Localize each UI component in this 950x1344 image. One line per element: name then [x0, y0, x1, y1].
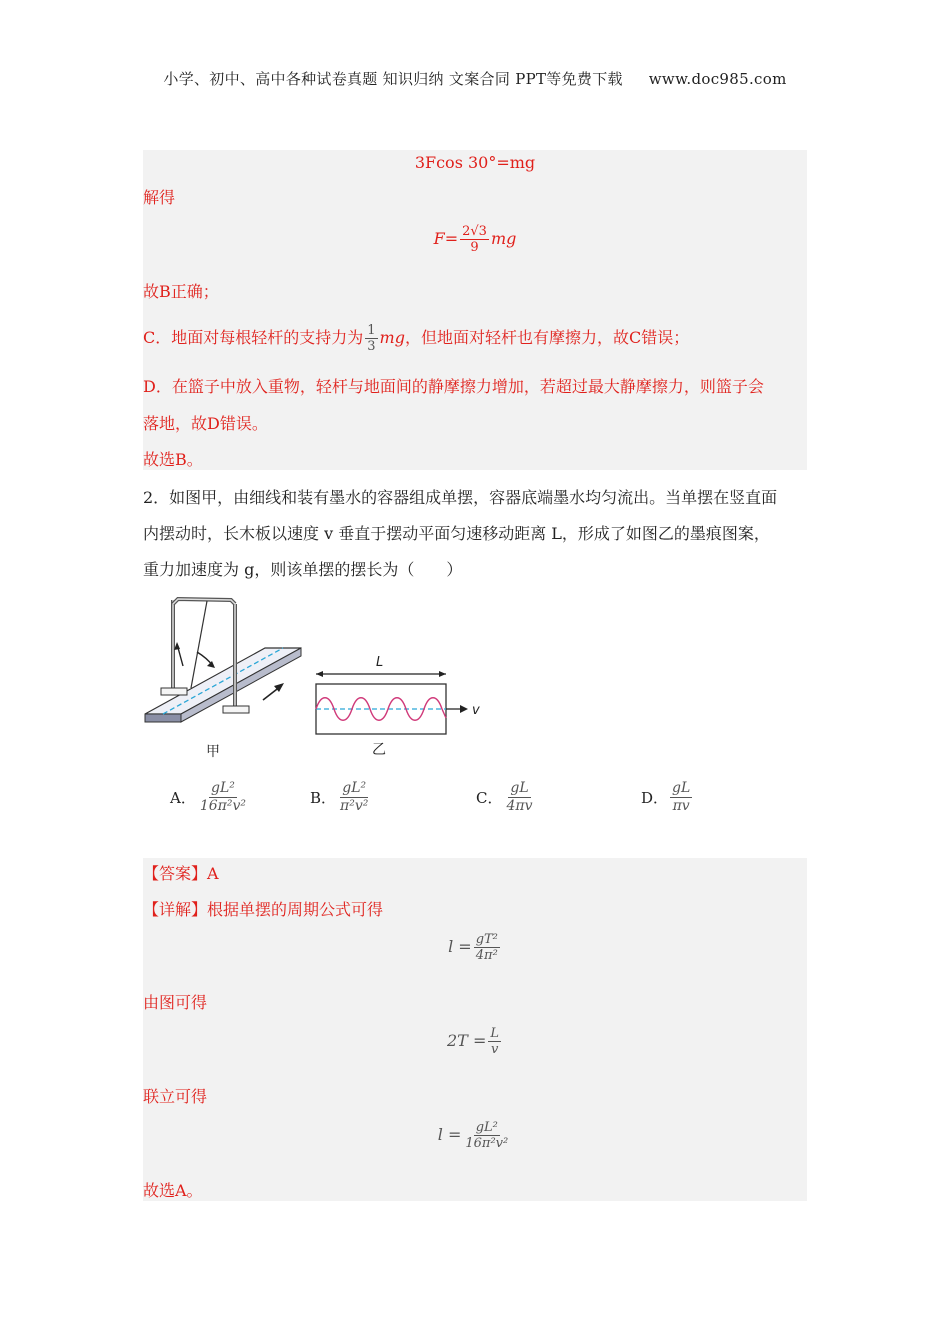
text-answer: 【答案】A [143, 864, 219, 883]
option-b-label: B． [310, 789, 337, 807]
pendulum-string [191, 601, 207, 688]
eq3-lhs: l = [437, 1125, 462, 1144]
equation-force-balance: 3Fcos 30°=mg [414, 153, 536, 172]
equation-length [143, 1120, 807, 1151]
eq1-den: 4π² [475, 948, 498, 963]
option-a-num: gL² [210, 780, 235, 796]
option-a[interactable] [170, 780, 250, 815]
label-jia: 甲 [206, 744, 220, 760]
text-detail [143, 900, 383, 920]
frame-base-right [223, 706, 249, 713]
option-d-fraction [670, 780, 692, 815]
f-fraction [460, 224, 489, 255]
header-text: 小学、初中、高中各种试卷真题 知识归纳 文案合同 PPT等免费下载 [163, 70, 623, 88]
option-b-fraction [338, 780, 370, 815]
f-num: 2√3 [462, 224, 487, 239]
text-option-d-1: D．在篮子中放入重物，轻杆与地面间的静摩擦力增加，若超过最大静摩擦力，则篮子会 [143, 377, 764, 396]
option-b-den: π²v² [340, 798, 369, 814]
option-c[interactable] [476, 780, 537, 815]
text-b-correct: 故B正确； [143, 282, 219, 301]
c-fraction [365, 323, 377, 354]
question-2-line-3: 重力加速度为 g，则该单摆的摆长为（ ） [143, 560, 463, 579]
text-option-d-2: 落地，故D错误。 [143, 414, 268, 433]
option-c-num: gL [510, 780, 529, 796]
eq2-num: L [490, 1026, 499, 1041]
eq3-num: gL² [475, 1120, 498, 1135]
detail-text: 根据单摆的周期公式可得 [207, 900, 384, 919]
label-yi: 乙 [372, 742, 386, 758]
equation-2T [143, 1026, 807, 1057]
question-2-line-2: 内摆动时，长木板以速度 v 垂直于摆动平面匀速移动距离 L，形成了如图乙的墨痕图案， [143, 524, 770, 543]
detail-tag: 【详解】 [143, 900, 208, 919]
eq2-den: v [490, 1042, 499, 1057]
equation-period [143, 932, 807, 963]
option-b-num: gL² [342, 780, 367, 796]
c-mg: mg [379, 328, 405, 347]
option-d-label: D． [641, 789, 669, 807]
option-b[interactable] [310, 780, 372, 815]
equation-F [143, 224, 807, 255]
eq1-fraction [474, 932, 500, 963]
c-num: 1 [367, 323, 376, 338]
option-a-label: A． [170, 789, 196, 807]
eq1-lhs: l = [448, 937, 472, 956]
board-front [145, 714, 181, 722]
figure-jia [143, 596, 308, 761]
option-c-fraction [504, 780, 534, 815]
page-header [0, 68, 950, 89]
eq1-num: gT² [475, 932, 498, 947]
eq3-den: 16π²v² [465, 1136, 509, 1151]
f-rhs: mg [490, 229, 517, 248]
eq2-lhs: 2T = [447, 1031, 487, 1050]
option-c-den: 4πv [506, 798, 533, 814]
f-lhs: F= [433, 229, 459, 248]
eq3-fraction [463, 1120, 510, 1151]
option-a-fraction [198, 780, 248, 815]
text-jiede: 解得 [143, 188, 176, 207]
figure-yi [308, 650, 493, 762]
header-site[interactable]: www.doc985.com [648, 70, 787, 88]
text-choose-b: 故选B。 [143, 450, 203, 469]
text-choose-a: 故选A。 [143, 1181, 203, 1200]
option-a-den: 16π²v² [199, 798, 246, 814]
text-from-figure: 由图可得 [143, 993, 208, 1012]
option-d-den: πv [672, 798, 690, 814]
c-den: 3 [367, 339, 376, 354]
c-post: ，但地面对轻杆也有摩擦力，故C错误； [404, 328, 690, 347]
c-pre: C．地面对每根轻杆的支持力为 [143, 328, 364, 347]
text-option-c [143, 320, 689, 356]
option-c-label: C． [476, 789, 503, 807]
frame-base-left [161, 688, 187, 695]
question-2-line-1: 2．如图甲，由细线和装有墨水的容器组成单摆，容器底端墨水均匀流出。当单摆在竖直面 [143, 488, 778, 507]
text-combine: 联立可得 [143, 1087, 208, 1106]
f-den: 9 [470, 240, 479, 255]
label-v: v [472, 703, 480, 718]
eq2-fraction [488, 1026, 501, 1057]
option-d[interactable] [641, 780, 694, 815]
label-L: L [376, 655, 384, 670]
option-d-num: gL [672, 780, 691, 796]
